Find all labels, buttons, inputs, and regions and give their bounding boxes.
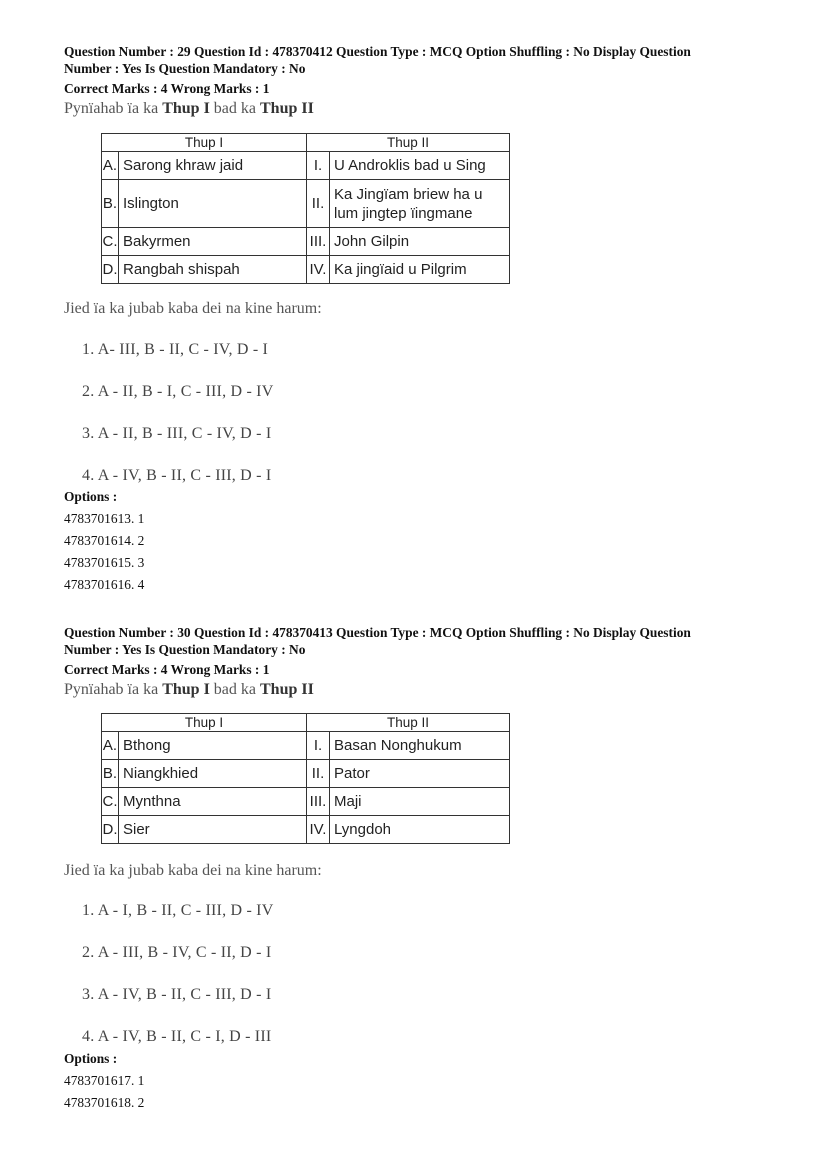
row-left-text: Sarong khraw jaid bbox=[119, 152, 307, 180]
option-id: 4783701616. 4 bbox=[64, 577, 145, 592]
row-numeral: III. bbox=[307, 228, 330, 256]
row-right-text: Ka jingïaid u Pilgrim bbox=[330, 256, 510, 284]
row-left-text: Bthong bbox=[119, 732, 307, 760]
option-id: 4783701617. 1 bbox=[64, 1073, 145, 1088]
table-row bbox=[102, 816, 510, 844]
row-left-text: Rangbah shispah bbox=[119, 256, 307, 284]
question-prompt: Pynïahab ïa ka Thup I bad ka Thup II bbox=[64, 681, 314, 698]
row-letter: B. bbox=[102, 180, 119, 228]
column-header-right: Thup II bbox=[307, 134, 510, 152]
question-meta-line2: Number : Yes Is Question Mandatory : No bbox=[64, 642, 306, 657]
column-header-left: Thup I bbox=[102, 134, 307, 152]
row-left-text: Sier bbox=[119, 816, 307, 844]
table-row bbox=[102, 732, 510, 760]
row-left-text: Bakyrmen bbox=[119, 228, 307, 256]
row-numeral: I. bbox=[307, 732, 330, 760]
row-right-text: Pator bbox=[330, 760, 510, 788]
question-meta-line2: Number : Yes Is Question Mandatory : No bbox=[64, 61, 306, 76]
choice-2: 2. A - II, B - I, C - III, D - IV bbox=[82, 383, 274, 400]
table-row bbox=[102, 152, 510, 180]
row-right-text: U Androklis bad u Sing bbox=[330, 152, 510, 180]
question-30-header bbox=[64, 624, 764, 700]
choice-3: 3. A - IV, B - II, C - III, D - I bbox=[82, 986, 272, 1003]
row-left-text: Mynthna bbox=[119, 788, 307, 816]
row-right-text: Basan Nonghukum bbox=[330, 732, 510, 760]
row-letter: C. bbox=[102, 788, 119, 816]
row-left-text: Niangkhied bbox=[119, 760, 307, 788]
instruction: Jied ïa ka jubab kaba dei na kine harum: bbox=[64, 300, 322, 317]
choice-4: 4. A - IV, B - II, C - III, D - I bbox=[82, 467, 272, 484]
column-header-left: Thup I bbox=[102, 714, 307, 732]
column-header-right: Thup II bbox=[307, 714, 510, 732]
choice-1: 1. A - I, B - II, C - III, D - IV bbox=[82, 902, 274, 919]
table-row bbox=[102, 760, 510, 788]
table-row bbox=[102, 180, 510, 228]
choice-4: 4. A - IV, B - II, C - I, D - III bbox=[82, 1028, 272, 1045]
match-table bbox=[101, 713, 510, 844]
option-id: 4783701614. 2 bbox=[64, 533, 145, 548]
row-right-text: John Gilpin bbox=[330, 228, 510, 256]
table-row bbox=[102, 256, 510, 284]
choice-2: 2. A - III, B - IV, C - II, D - I bbox=[82, 944, 272, 961]
row-numeral: II. bbox=[307, 180, 330, 228]
options-label: Options : bbox=[64, 489, 118, 504]
question-meta-line1: Question Number : 30 Question Id : 478370413 Question Type : MCQ Option Shuffling : No Display Question bbox=[64, 625, 691, 640]
row-right-text: Maji bbox=[330, 788, 510, 816]
instruction: Jied ïa ka jubab kaba dei na kine harum: bbox=[64, 862, 322, 879]
row-right-text: Ka Jingïam briew ha u lum jingtep ïingmane bbox=[330, 180, 510, 228]
question-marks: Correct Marks : 4 Wrong Marks : 1 bbox=[64, 662, 270, 677]
question-marks: Correct Marks : 4 Wrong Marks : 1 bbox=[64, 81, 270, 96]
choice-1: 1. A- III, B - II, C - IV, D - I bbox=[82, 341, 269, 358]
table-row bbox=[102, 228, 510, 256]
row-left-text: Islington bbox=[119, 180, 307, 228]
row-right-text: Lyngdoh bbox=[330, 816, 510, 844]
row-letter: D. bbox=[102, 256, 119, 284]
question-meta-line1: Question Number : 29 Question Id : 478370412 Question Type : MCQ Option Shuffling : No Display Question bbox=[64, 44, 691, 59]
row-numeral: IV. bbox=[307, 816, 330, 844]
question-prompt: Pynïahab ïa ka Thup I bad ka Thup II bbox=[64, 100, 314, 117]
row-letter: D. bbox=[102, 816, 119, 844]
row-letter: C. bbox=[102, 228, 119, 256]
row-numeral: III. bbox=[307, 788, 330, 816]
row-letter: B. bbox=[102, 760, 119, 788]
options-label: Options : bbox=[64, 1051, 118, 1066]
table-row bbox=[102, 788, 510, 816]
match-table bbox=[101, 133, 510, 284]
question-29-header bbox=[64, 43, 764, 119]
option-id: 4783701613. 1 bbox=[64, 511, 145, 526]
row-letter: A. bbox=[102, 732, 119, 760]
option-id: 4783701615. 3 bbox=[64, 555, 145, 570]
row-letter: A. bbox=[102, 152, 119, 180]
row-numeral: I. bbox=[307, 152, 330, 180]
choice-3: 3. A - II, B - III, C - IV, D - I bbox=[82, 425, 272, 442]
row-numeral: IV. bbox=[307, 256, 330, 284]
row-numeral: II. bbox=[307, 760, 330, 788]
option-id: 4783701618. 2 bbox=[64, 1095, 145, 1110]
